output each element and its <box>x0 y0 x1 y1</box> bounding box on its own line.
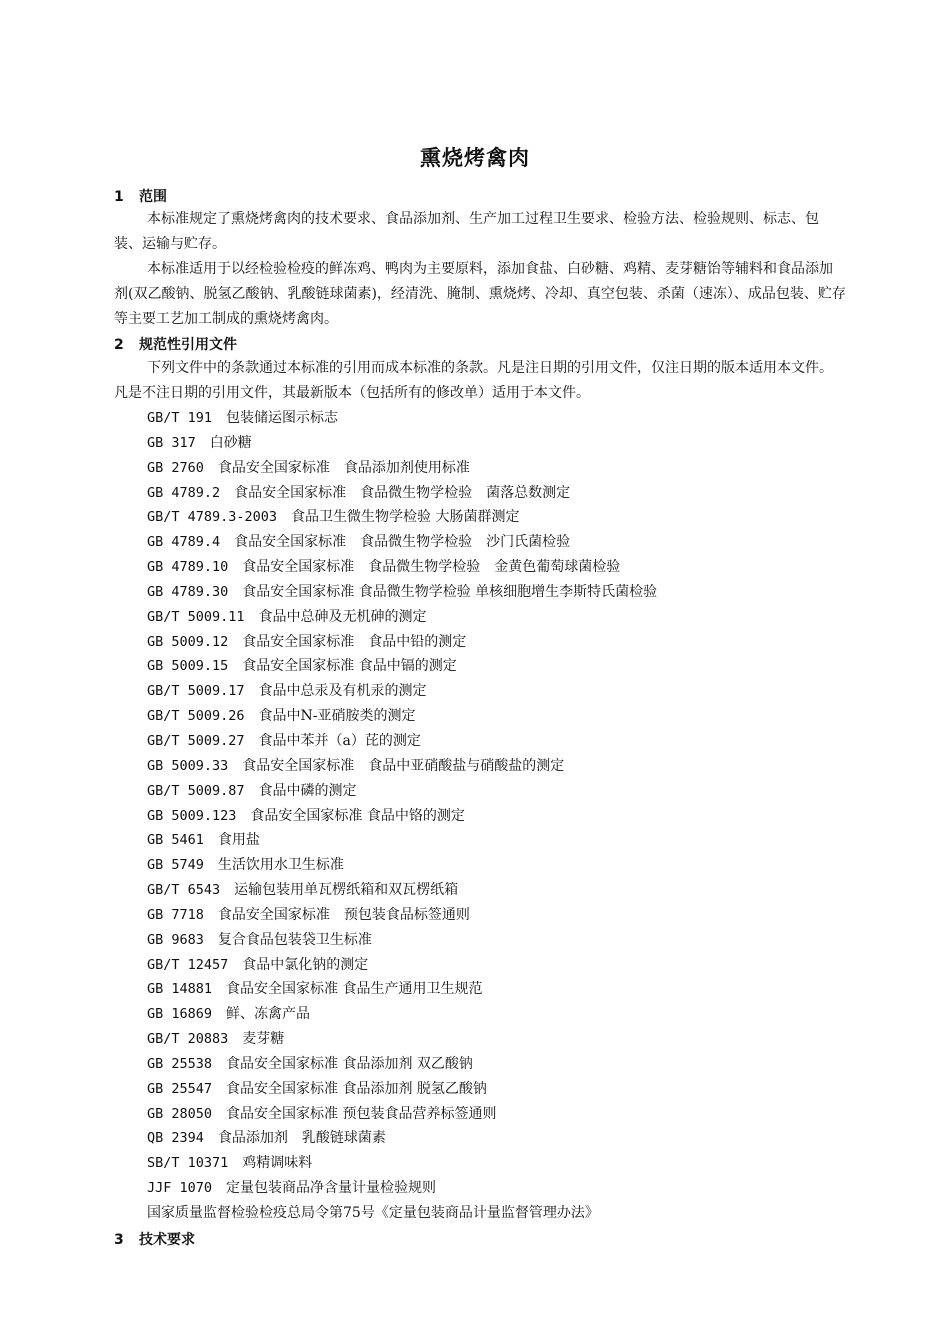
reference-title: 食品安全国家标准 食品添加剂使用标准 <box>217 459 470 476</box>
reference-title: 食品中氯化钠的测定 <box>242 956 369 973</box>
reference-code: GB/T 5009.11 <box>147 608 245 625</box>
reference-title: 复合食品包装袋卫生标准 <box>217 931 372 948</box>
reference-title: 食品安全国家标准 食品中铅的测定 <box>242 633 467 650</box>
reference-item <box>147 953 847 978</box>
section-heading-technical <box>114 1229 195 1249</box>
reference-title: 食品安全国家标准 食品中亚硝酸盐与硝酸盐的测定 <box>242 757 565 774</box>
reference-title: 麦芽糖 <box>242 1031 285 1048</box>
reference-item <box>147 1151 847 1176</box>
reference-title: 白砂糖 <box>209 434 252 451</box>
reference-item <box>147 828 847 853</box>
reference-item <box>147 1102 847 1127</box>
reference-title: 食品安全国家标准 食品生产通用卫生规范 <box>226 981 483 998</box>
reference-separator <box>220 485 234 501</box>
reference-item <box>147 754 847 779</box>
reference-code: GB/T 12457 <box>147 956 229 973</box>
reference-separator <box>245 783 259 799</box>
reference-separator <box>228 634 242 650</box>
reference-separator <box>236 808 250 824</box>
reference-item <box>147 431 847 456</box>
reference-separator <box>212 1081 226 1097</box>
reference-code: GB/T 191 <box>147 410 213 426</box>
reference-code: GB 5009.123 <box>147 807 237 824</box>
reference-title: 食品安全国家标准 食品微生物学检验 单核细胞增生李斯特氏菌检验 <box>242 583 658 600</box>
reference-item <box>147 654 847 679</box>
reference-separator <box>212 981 226 997</box>
reference-code: GB 25538 <box>147 1055 213 1072</box>
reference-separator <box>204 932 218 948</box>
section-number: 3 <box>114 1232 124 1248</box>
reference-item <box>147 530 847 555</box>
reference-title: 食品中磷的测定 <box>258 782 357 799</box>
scope-paragraph-2: 本标准适用于以经检验检疫的鲜冻鸡、鸭肉为主要原料，添加食盐、白砂糖、鸡精、麦芽糖饴等辅料和食品添加剂(双乙酸钠、脱氢乙酸钠、乳酸链球菌素)，经清洗、腌制、熏烧烤、冷却、真空包装、杀菌（速冻）、成品包装、贮存等主要工艺加工制成的熏烧烤禽肉。 <box>114 261 846 327</box>
reference-title: 鸡精调味料 <box>242 1155 313 1172</box>
reference-separator <box>204 1130 218 1146</box>
reference-separator <box>212 1006 226 1022</box>
section-number: 1 <box>114 189 124 205</box>
reference-separator <box>228 559 242 575</box>
document-title: 熏烧烤禽肉 <box>420 146 530 170</box>
reference-separator <box>228 584 242 600</box>
reference-code: GB 9683 <box>147 931 204 948</box>
reference-item <box>147 1002 847 1027</box>
reference-title: 食品中总砷及无机砷的测定 <box>258 608 427 625</box>
reference-code: GB 4789.2 <box>147 484 221 501</box>
reference-title: 食品安全国家标准 食品添加剂 脱氢乙酸钠 <box>226 1080 487 1097</box>
reference-item <box>147 679 847 704</box>
reference-item <box>147 878 847 903</box>
section-title: 规范性引用文件 <box>139 337 237 353</box>
reference-title: 食品安全国家标准 食品微生物学检验 金黄色葡萄球菌检验 <box>242 559 621 576</box>
reference-code: GB/T 4789.3-2003 <box>147 509 278 526</box>
reference-title: 食品卫生微生物学检验 大肠菌群测定 <box>291 509 520 526</box>
reference-code: GB 2760 <box>147 459 204 476</box>
reference-separator <box>245 708 259 724</box>
reference-separator <box>212 410 226 426</box>
reference-separator <box>212 1106 226 1122</box>
reference-code: GB 7718 <box>147 906 204 923</box>
reference-code: GB 4789.4 <box>147 534 221 551</box>
reference-item <box>147 580 847 605</box>
reference-code: GB/T 5009.87 <box>147 782 245 799</box>
reference-item <box>147 456 847 481</box>
reference-code: GB 5461 <box>147 832 204 849</box>
reference-item <box>147 481 847 506</box>
reference-item <box>147 555 847 580</box>
reference-code: GB 5749 <box>147 857 204 874</box>
reference-item <box>147 853 847 878</box>
reference-title: 食品安全国家标准 预包装食品标签通则 <box>217 906 470 923</box>
reference-code: GB 4789.10 <box>147 559 229 576</box>
reference-item <box>147 505 847 530</box>
reference-separator <box>220 882 234 898</box>
reference-item <box>147 1201 847 1226</box>
reference-item <box>147 928 847 953</box>
references-intro: 下列文件中的条款通过本标准的引用而成本标准的条款。凡是注日期的引用文件，仅注日期的版本适用本文件。凡是不注日期的引用文件，其最新版本（包括所有的修改单）适用于本文件。 <box>114 360 833 401</box>
scope-paragraph-1: 本标准规定了熏烧烤禽肉的技术要求、食品添加剂、生产加工过程卫生要求、检验方法、检验规则、标志、包装、运输与贮存。 <box>114 211 819 252</box>
reference-title: 包装储运图示标志 <box>226 410 339 426</box>
reference-code: GB/T 6543 <box>147 882 221 899</box>
reference-item <box>147 1126 847 1151</box>
reference-title: 食品安全国家标准 食品微生物学检验 菌落总数测定 <box>234 484 571 501</box>
section-heading-references <box>114 334 237 354</box>
reference-code: GB/T 5009.17 <box>147 683 245 700</box>
section-title: 范围 <box>139 189 167 205</box>
reference-separator <box>245 733 259 749</box>
reference-code: GB 5009.15 <box>147 658 229 675</box>
section-title: 技术要求 <box>139 1232 195 1248</box>
reference-title: 食用盐 <box>217 832 260 849</box>
reference-title: 食品安全国家标准 食品添加剂 双乙酸钠 <box>226 1055 473 1072</box>
reference-separator <box>212 1180 226 1196</box>
reference-code: QB 2394 <box>147 1130 204 1147</box>
reference-code: GB 5009.33 <box>147 757 229 774</box>
reference-title: 鲜、冻禽产品 <box>226 1006 311 1023</box>
reference-code: SB/T 10371 <box>147 1155 229 1172</box>
reference-separator <box>228 658 242 674</box>
reference-title: 运输包装用单瓦楞纸箱和双瓦楞纸箱 <box>234 882 459 899</box>
reference-separator <box>204 832 218 848</box>
reference-separator <box>228 758 242 774</box>
section-number: 2 <box>114 337 124 353</box>
reference-item <box>147 1052 847 1077</box>
reference-code: GB 28050 <box>147 1105 213 1122</box>
reference-item <box>147 704 847 729</box>
reference-item <box>147 605 847 630</box>
reference-code: GB 5009.12 <box>147 633 229 650</box>
reference-code: GB 25547 <box>147 1080 213 1097</box>
reference-separator <box>196 435 210 451</box>
reference-code: GB 317 <box>147 434 196 451</box>
reference-item <box>147 630 847 655</box>
reference-separator <box>228 1031 242 1047</box>
reference-title: 食品中总汞及有机汞的测定 <box>258 683 427 700</box>
reference-item <box>147 729 847 754</box>
reference-title: 国家质量监督检验检疫总局令第75号《定量包装商品计量监督管理办法》 <box>147 1205 599 1221</box>
reference-title: 食品添加剂 乳酸链球菌素 <box>217 1130 386 1147</box>
reference-item <box>147 406 847 431</box>
reference-title: 食品安全国家标准 预包装食品营养标签通则 <box>226 1105 497 1122</box>
reference-separator <box>228 957 242 973</box>
reference-item <box>147 1077 847 1102</box>
reference-separator <box>204 907 218 923</box>
reference-title: 食品安全国家标准 食品中铬的测定 <box>250 807 465 824</box>
reference-title: 食品安全国家标准 食品中镉的测定 <box>242 658 457 675</box>
reference-title: 食品中苯并（a）芘的测定 <box>258 732 421 749</box>
reference-separator <box>212 1056 226 1072</box>
reference-list <box>147 406 847 1226</box>
reference-separator <box>245 609 259 625</box>
section-heading-scope <box>114 186 167 206</box>
reference-separator <box>277 509 291 525</box>
reference-separator <box>220 534 234 550</box>
reference-code: GB 16869 <box>147 1006 213 1023</box>
reference-code: GB 14881 <box>147 981 213 998</box>
reference-item <box>147 1176 847 1201</box>
reference-separator <box>245 683 259 699</box>
reference-separator <box>204 857 218 873</box>
reference-title: 食品安全国家标准 食品微生物学检验 沙门氏菌检验 <box>234 534 571 551</box>
reference-item <box>147 977 847 1002</box>
reference-title: 生活饮用水卫生标准 <box>217 857 344 874</box>
reference-item <box>147 804 847 829</box>
reference-code: GB/T 5009.27 <box>147 732 245 749</box>
reference-code: JJF 1070 <box>147 1180 213 1197</box>
reference-item <box>147 1027 847 1052</box>
reference-item <box>147 903 847 928</box>
reference-code: GB/T 20883 <box>147 1031 229 1048</box>
reference-separator <box>228 1155 242 1171</box>
reference-code: GB/T 5009.26 <box>147 708 245 725</box>
reference-title: 定量包装商品净含量计量检验规则 <box>226 1180 437 1197</box>
reference-separator <box>204 460 218 476</box>
reference-title: 食品中N-亚硝胺类的测定 <box>258 708 416 725</box>
reference-item <box>147 779 847 804</box>
reference-code: GB 4789.30 <box>147 583 229 600</box>
